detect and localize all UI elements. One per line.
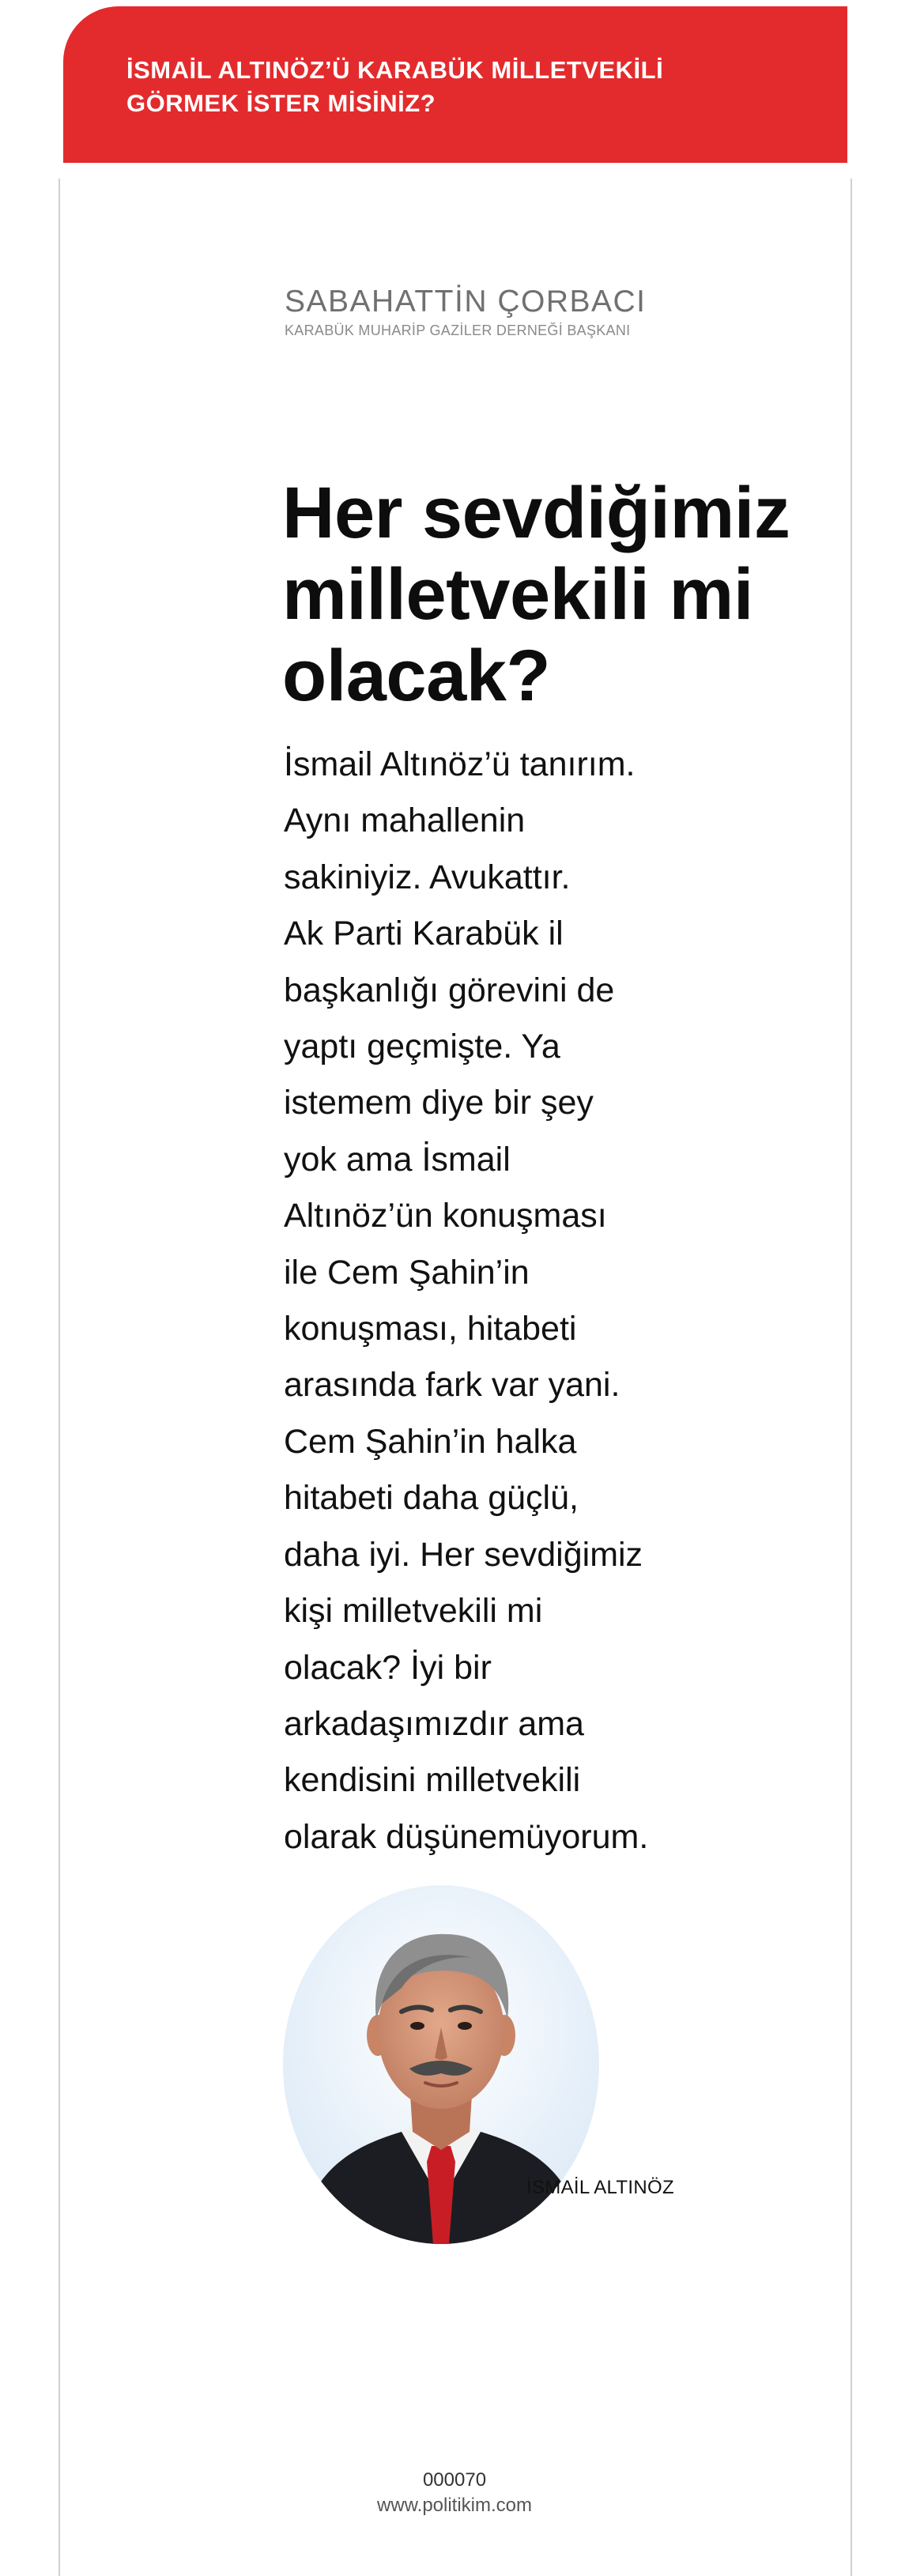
quote-line: olacak? İyi bir bbox=[284, 1648, 492, 1687]
quote-line: başkanlığı görevini de bbox=[284, 971, 615, 1009]
banner-title-line-1: İSMAİL ALTINÖZ’Ü KARABÜK MİLLETVEKİLİ bbox=[126, 56, 664, 84]
quote-line: Cem Şahin’in halka bbox=[284, 1422, 577, 1461]
quote-line: kişi milletvekili mi bbox=[284, 1592, 543, 1631]
quote-line: daha iyi. Her sevdiğimiz bbox=[284, 1535, 643, 1574]
footer bbox=[316, 2468, 593, 2518]
quote-line: Ak Parti Karabük il bbox=[284, 915, 564, 953]
quote-line: arasında fark var yani. bbox=[284, 1366, 620, 1405]
header-banner bbox=[63, 6, 847, 163]
headline-line: milletvekili mi bbox=[282, 554, 753, 635]
author-block bbox=[285, 285, 647, 339]
quote-line: kendisini milletvekili bbox=[284, 1761, 581, 1800]
headline-line: olacak? bbox=[282, 636, 551, 716]
quote-line: konuşması, hitabeti bbox=[284, 1310, 577, 1348]
quote-line: İsmail Altınöz’ü tanırım. bbox=[284, 745, 636, 783]
headline-line: Her sevdiğimiz bbox=[282, 473, 790, 553]
quote-line: olarak düşünemüyorum. bbox=[284, 1817, 649, 1856]
quote-line: sakiniyiz. Avukattır. bbox=[284, 858, 571, 896]
portrait-caption: İSMAİL ALTINÖZ bbox=[526, 2177, 674, 2198]
quote-line: yaptı geçmişte. Ya bbox=[284, 1028, 560, 1066]
author-name: SABAHATTİN ÇORBACI bbox=[285, 285, 647, 319]
footer-code: 000070 bbox=[422, 2469, 487, 2491]
quote-line: arkadaşımızdır ama bbox=[284, 1704, 584, 1743]
quote-body bbox=[284, 737, 695, 1865]
headline bbox=[282, 473, 851, 717]
footer-website-link[interactable]: www.politikim.com bbox=[376, 2495, 533, 2516]
author-role: KARABÜK MUHARİP GAZİLER DERNEĞİ BAŞKANI bbox=[285, 322, 631, 338]
banner-title-line-2: GÖRMEK İSTER MİSİNİZ? bbox=[126, 89, 436, 117]
frame-left-border bbox=[58, 179, 60, 2576]
quote-line: yok ama İsmail bbox=[284, 1140, 511, 1179]
quote-line: Altınöz’ün konuşması bbox=[284, 1197, 607, 1235]
quote-line: ile Cem Şahin’in bbox=[284, 1253, 530, 1292]
quote-line: istemem diye bir şey bbox=[284, 1084, 594, 1122]
quote-line: Aynı mahallenin bbox=[284, 801, 526, 840]
quote-line: hitabeti daha güçlü, bbox=[284, 1479, 579, 1518]
